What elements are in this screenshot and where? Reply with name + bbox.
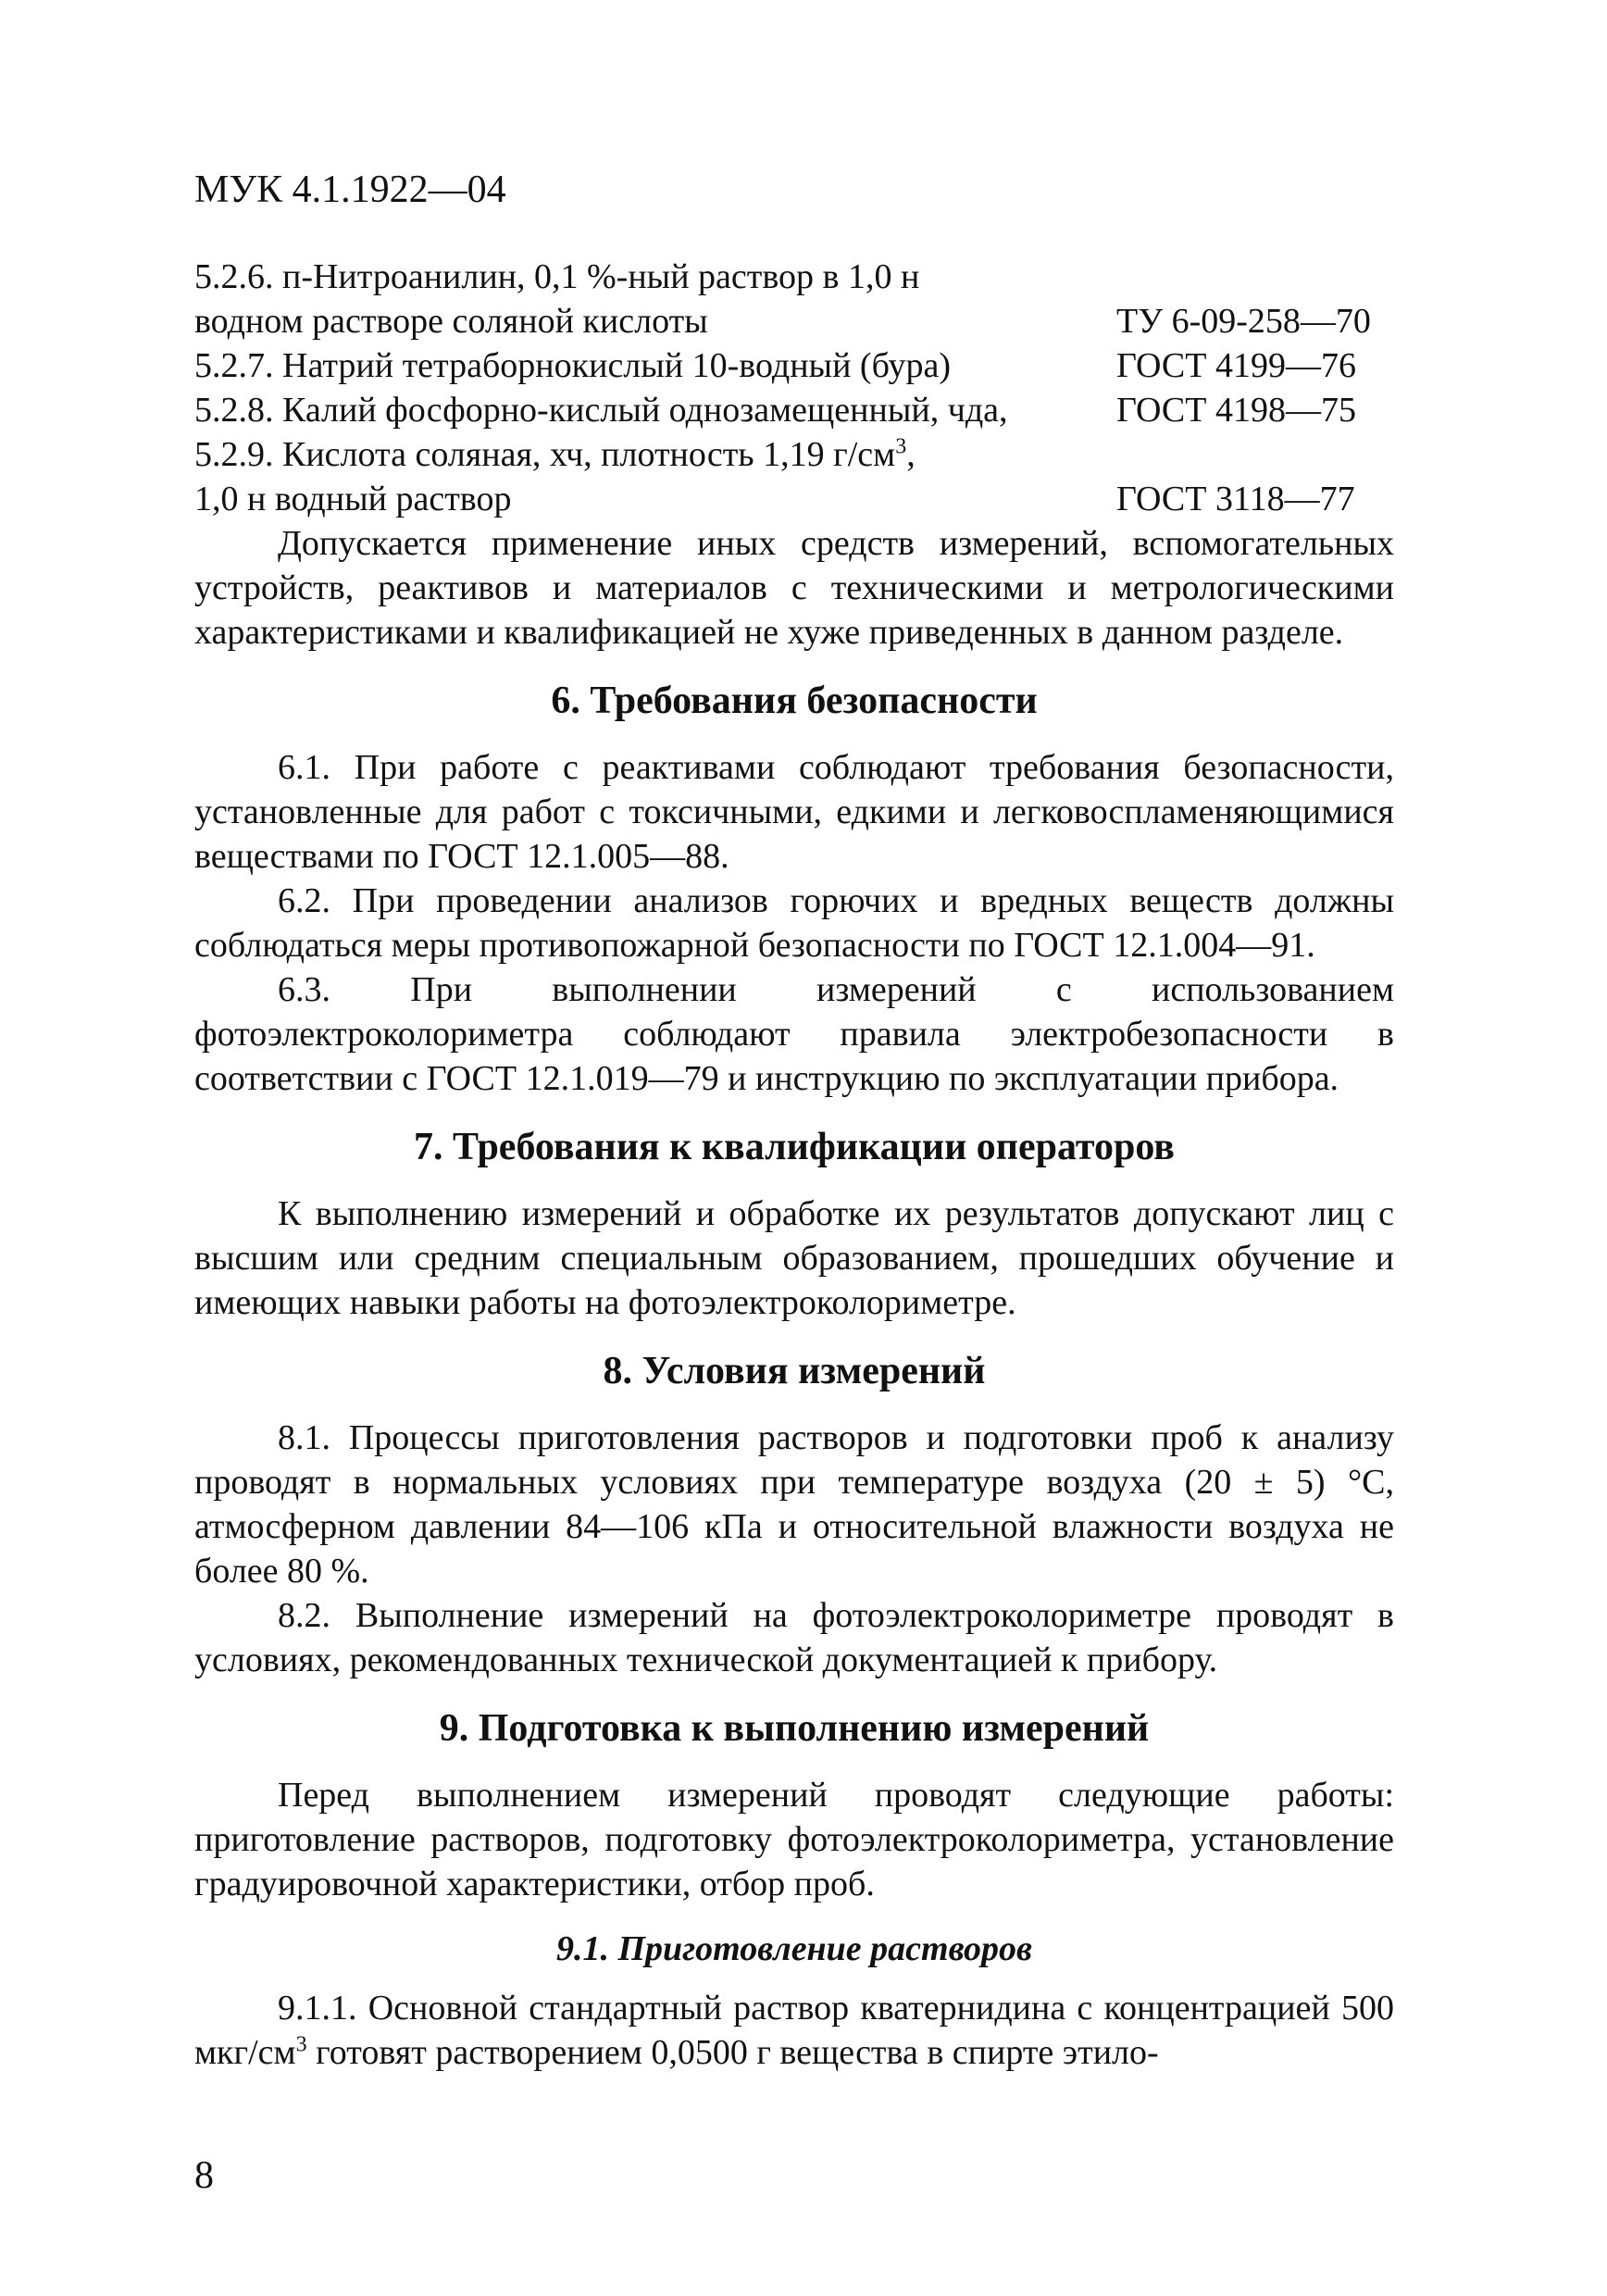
- document-header: МУК 4.1.1922—04: [194, 168, 506, 211]
- section-6-title: 6. Требования безопасности: [551, 680, 1038, 722]
- material-item-5-2-8-text: 5.2.8. Калий фосфорно-кислый однозамещенный, чда,: [194, 391, 1008, 430]
- superscript: 3: [895, 434, 907, 459]
- section-6-paragraph-3: 6.3. При выполнении измерений с использованием фотоэлектроколориметра соблюдают правила электробезопасности в соответствии с ГОСТ 12.1.019—79 и инструкцию по эксплуатации прибора.: [194, 970, 1394, 1098]
- material-item-5-2-8-standard: ГОСТ 4198—75: [1116, 391, 1356, 430]
- material-item-5-2-9-line2: [194, 477, 1394, 521]
- subsection-9-1-title: 9.1. Приготовление растворов: [555, 1929, 1033, 1968]
- allow-paragraph: Допускается применение иных средств измерений, вспомогательных устройств, реактивов и материалов с техническими и метрологическими характеристиками и квалификацией не хуже приведенных в данном разделе.: [194, 524, 1394, 652]
- material-item-5-2-9-line1: [194, 432, 1394, 477]
- trailing-comma: ,: [906, 435, 916, 474]
- material-item-5-2-8: [194, 388, 1394, 432]
- material-item-5-2-6-line1: 5.2.6. п-Нитроанилин, 0,1 %-ный раствор в 1,0 н: [194, 257, 920, 296]
- page-number: 8: [194, 2154, 214, 2197]
- section-9-paragraph-2-end: готовят растворением 0,0500 г вещества в спирте этило-: [306, 2033, 1159, 2072]
- material-item-5-2-7: [194, 343, 1394, 388]
- material-item-5-2-7-text: 5.2.7. Натрий тетраборнокислый 10-водный (бура): [194, 346, 951, 385]
- section-9-paragraph-2-start: 9.1.1. Основной стандартный раствор кватернидина с концентрацией 500 мкг/см: [194, 1989, 1394, 2072]
- material-item-5-2-9-text2: 1,0 н водный раствор: [194, 480, 512, 518]
- material-item-5-2-6-standard: ТУ 6-09-258—70: [1116, 302, 1371, 341]
- section-7-paragraph-1: К выполнению измерений и обработке их результатов допускают лиц с высшим или средним специальным образованием, прошедших обучение и имеющих навыки работы на фотоэлектроколориметре.: [194, 1194, 1394, 1322]
- section-8-paragraph-1: 8.1. Процессы приготовления растворов и подготовки проб к анализу проводят в нормальных условиях при температуре воздуха (20 ± 5) °С, атмосферном давлении 84—106 кПа и относительной влажности воздуха не более 80 %.: [194, 1418, 1394, 1591]
- section-9-title: 9. Подготовка к выполнению измерений: [439, 1707, 1150, 1750]
- material-item-5-2-9-text: 5.2.9. Кислота соляная, хч, плотность 1,19 г/см: [194, 435, 896, 474]
- material-item-5-2-6-line2: [194, 299, 1394, 343]
- page-content: [194, 255, 1394, 2075]
- section-8-title: 8. Условия измерений: [603, 1350, 986, 1392]
- section-6-paragraph-1: 6.1. При работе с реактивами соблюдают требования безопасности, установленные для работ с токсичными, едкими и легковоспламеняющимися веществами по ГОСТ 12.1.005—88.: [194, 748, 1394, 876]
- section-9-paragraph-1: Перед выполнением измерений проводят следующие работы: приготовление растворов, подготовку фотоэлектроколориметра, установление градуировочной характеристики, отбор проб.: [194, 1776, 1394, 1903]
- material-item-5-2-6-text: водном растворе соляной кислоты: [194, 302, 708, 341]
- material-item-5-2-9-standard: ГОСТ 3118—77: [1116, 480, 1355, 518]
- section-7-title: 7. Требования к квалификации операторов: [414, 1126, 1175, 1168]
- section-9-paragraph-2: [194, 1986, 1394, 2075]
- superscript: 3: [295, 2032, 307, 2057]
- section-8-paragraph-2: 8.2. Выполнение измерений на фотоэлектроколориметре проводят в условиях, рекомендованных технической документацией к прибору.: [194, 1596, 1394, 1679]
- material-item-5-2-7-standard: ГОСТ 4199—76: [1116, 346, 1356, 385]
- section-6-paragraph-2: 6.2. При проведении анализов горючих и вредных веществ должны соблюдаться меры противопожарной безопасности по ГОСТ 12.1.004—91.: [194, 881, 1394, 965]
